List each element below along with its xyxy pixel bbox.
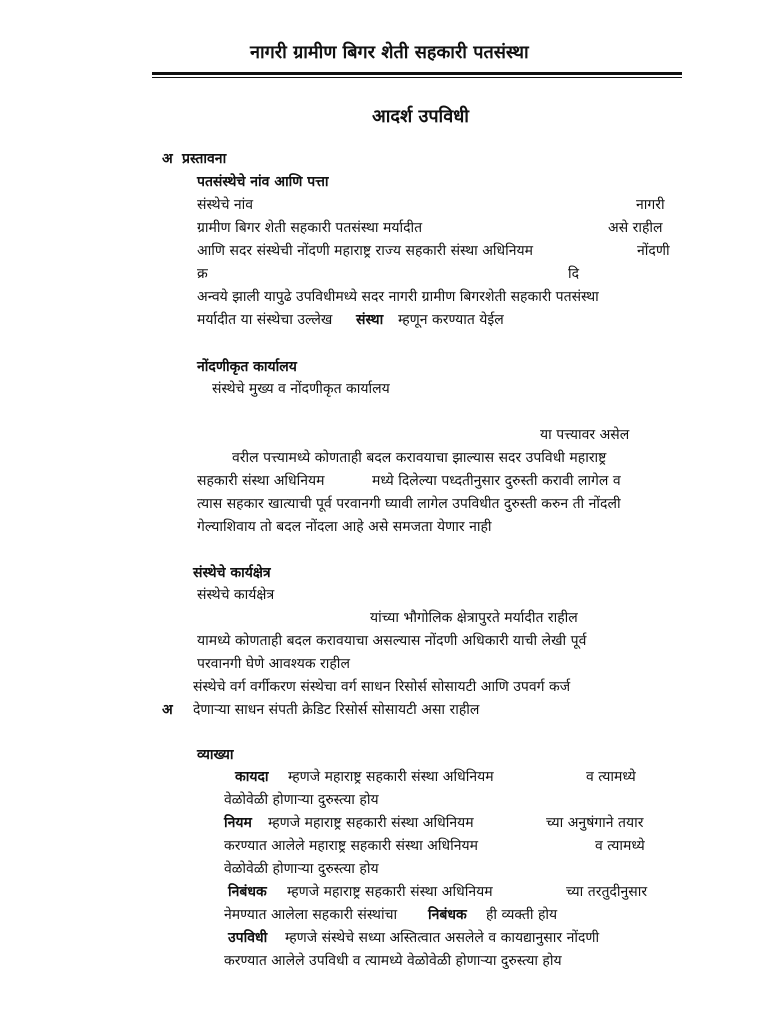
section-marker: अ bbox=[162, 702, 173, 718]
text-line: आणि सदर संस्थेची नोंदणी महाराष्ट्र राज्य सहकारी संस्था अधिनियम bbox=[197, 243, 534, 259]
page-header-title: नागरी ग्रामीण बिगर शेती सहकारी पतसंस्था bbox=[250, 42, 529, 63]
text-line: सहकारी संस्था अधिनियम bbox=[197, 473, 325, 489]
text-line: च्या अनुषंगाने तयार bbox=[546, 815, 644, 831]
text-line: म्हणजे महाराष्ट्र सहकारी संस्था अधिनियम bbox=[287, 884, 493, 900]
text-line: परवानगी घेणे आवश्यक राहील bbox=[197, 656, 350, 672]
name-address-heading: पतसंस्थेचे नांव आणि पत्ता bbox=[197, 174, 329, 190]
text-line: यांच्या भौगोलिक क्षेत्रापुरते मर्यादीत राहील bbox=[370, 610, 578, 626]
text-line: ही व्यक्ती होय bbox=[486, 907, 558, 923]
text-line: वरील पत्त्यामध्ये कोणताही बदल करावयाचा झाल्यास सदर उपविधी महाराष्ट्र bbox=[232, 450, 607, 466]
definition-term: नियम bbox=[224, 815, 252, 831]
area-heading: संस्थेचे कार्यक्षेत्र bbox=[193, 565, 271, 581]
text-line: संस्थेचे नांव bbox=[197, 197, 254, 213]
text-line: क्र bbox=[197, 266, 208, 282]
text-line: वेळोवेळी होणाऱ्या दुरुस्त्या होय bbox=[224, 792, 379, 808]
definition-term: कायदा bbox=[235, 769, 269, 785]
text-line: म्हणजे महाराष्ट्र सहकारी संस्था अधिनियम bbox=[288, 769, 494, 785]
text-line: त्यास सहकार खात्याची पूर्व परवानगी घ्यावी लागेल उपविधीत दुरुस्ती करुन ती नोंदली bbox=[197, 496, 621, 512]
text-line: गेल्याशिवाय तो बदल नोंदला आहे असे समजता येणार नाही bbox=[197, 519, 492, 535]
text-line: या पत्त्यावर असेल bbox=[540, 427, 630, 443]
text-line: नोंदणी bbox=[637, 243, 670, 259]
text-line: संस्थेचे मुख्य व नोंदणीकृत कार्यालय bbox=[212, 381, 390, 397]
text-line: दि bbox=[568, 266, 580, 282]
header-rule-thick bbox=[152, 72, 682, 75]
office-heading: नोंदणीकृत कार्यालय bbox=[197, 359, 297, 375]
text-line: संस्थेचे कार्यक्षेत्र bbox=[197, 587, 275, 603]
text-line: नेमण्यात आलेला सहकारी संस्थांचा bbox=[224, 907, 398, 923]
text-line: करण्यात आलेले महाराष्ट्र सहकारी संस्था अधिनियम bbox=[224, 838, 479, 854]
text-line: व त्यामध्ये bbox=[595, 838, 645, 854]
text-line: वेळोवेळी होणाऱ्या दुरुस्त्या होय bbox=[224, 861, 379, 877]
header-rule-thin bbox=[152, 77, 682, 78]
definition-term: उपविधी bbox=[228, 930, 268, 946]
section-marker: अ bbox=[162, 151, 173, 167]
definitions-heading: व्याख्या bbox=[197, 747, 234, 763]
text-line: म्हणून करण्यात येईल bbox=[398, 312, 504, 328]
document-title: आदर्श उपविधी bbox=[372, 106, 469, 127]
text-line: च्या तरतुदीनुसार bbox=[566, 884, 648, 900]
text-line: नागरी bbox=[636, 197, 665, 213]
text-bold: संस्था bbox=[356, 312, 384, 328]
definition-term: निबंधक bbox=[228, 884, 267, 900]
text-line: म्हणजे महाराष्ट्र सहकारी संस्था अधिनियम bbox=[268, 815, 474, 831]
text-line: व त्यामध्ये bbox=[586, 769, 636, 785]
text-line: मर्यादीत या संस्थेचा उल्लेख bbox=[197, 312, 333, 328]
text-line: म्हणजे संस्थेचे सध्या अस्तित्वात असलेले व कायद्यानुसार नोंदणी bbox=[285, 930, 600, 946]
text-line: मध्ये दिलेल्या पध्दतीनुसार दुरुस्ती करावी लागेल व bbox=[372, 473, 621, 489]
text-line: देणाऱ्या साधन संपती क्रेडिट रिसोर्स सोसायटी असा राहील bbox=[193, 702, 480, 718]
text-line: अन्वये झाली यापुढे उपविधीमध्ये सदर नागरी ग्रामीण बिगरशेती सहकारी पतसंस्था bbox=[197, 289, 599, 305]
text-line: संस्थेचे वर्ग वर्गीकरण संस्थेचा वर्ग साधन रिसोर्स सोसायटी आणि उपवर्ग कर्ज bbox=[193, 679, 571, 695]
text-line: यामध्ये कोणताही बदल करावयाचा असल्यास नोंदणी अधिकारी याची लेखी पूर्व bbox=[197, 633, 587, 649]
text-line: असे राहील bbox=[608, 220, 663, 236]
text-line: करण्यात आलेले उपविधी व त्यामध्ये वेळोवेळी होणाऱ्या दुरुस्त्या होय bbox=[224, 953, 562, 969]
text-bold: निबंधक bbox=[428, 907, 467, 923]
text-line: ग्रामीण बिगर शेती सहकारी पतसंस्था मर्यादीत bbox=[197, 220, 423, 236]
section-heading-prastavana: प्रस्तावना bbox=[182, 151, 227, 167]
